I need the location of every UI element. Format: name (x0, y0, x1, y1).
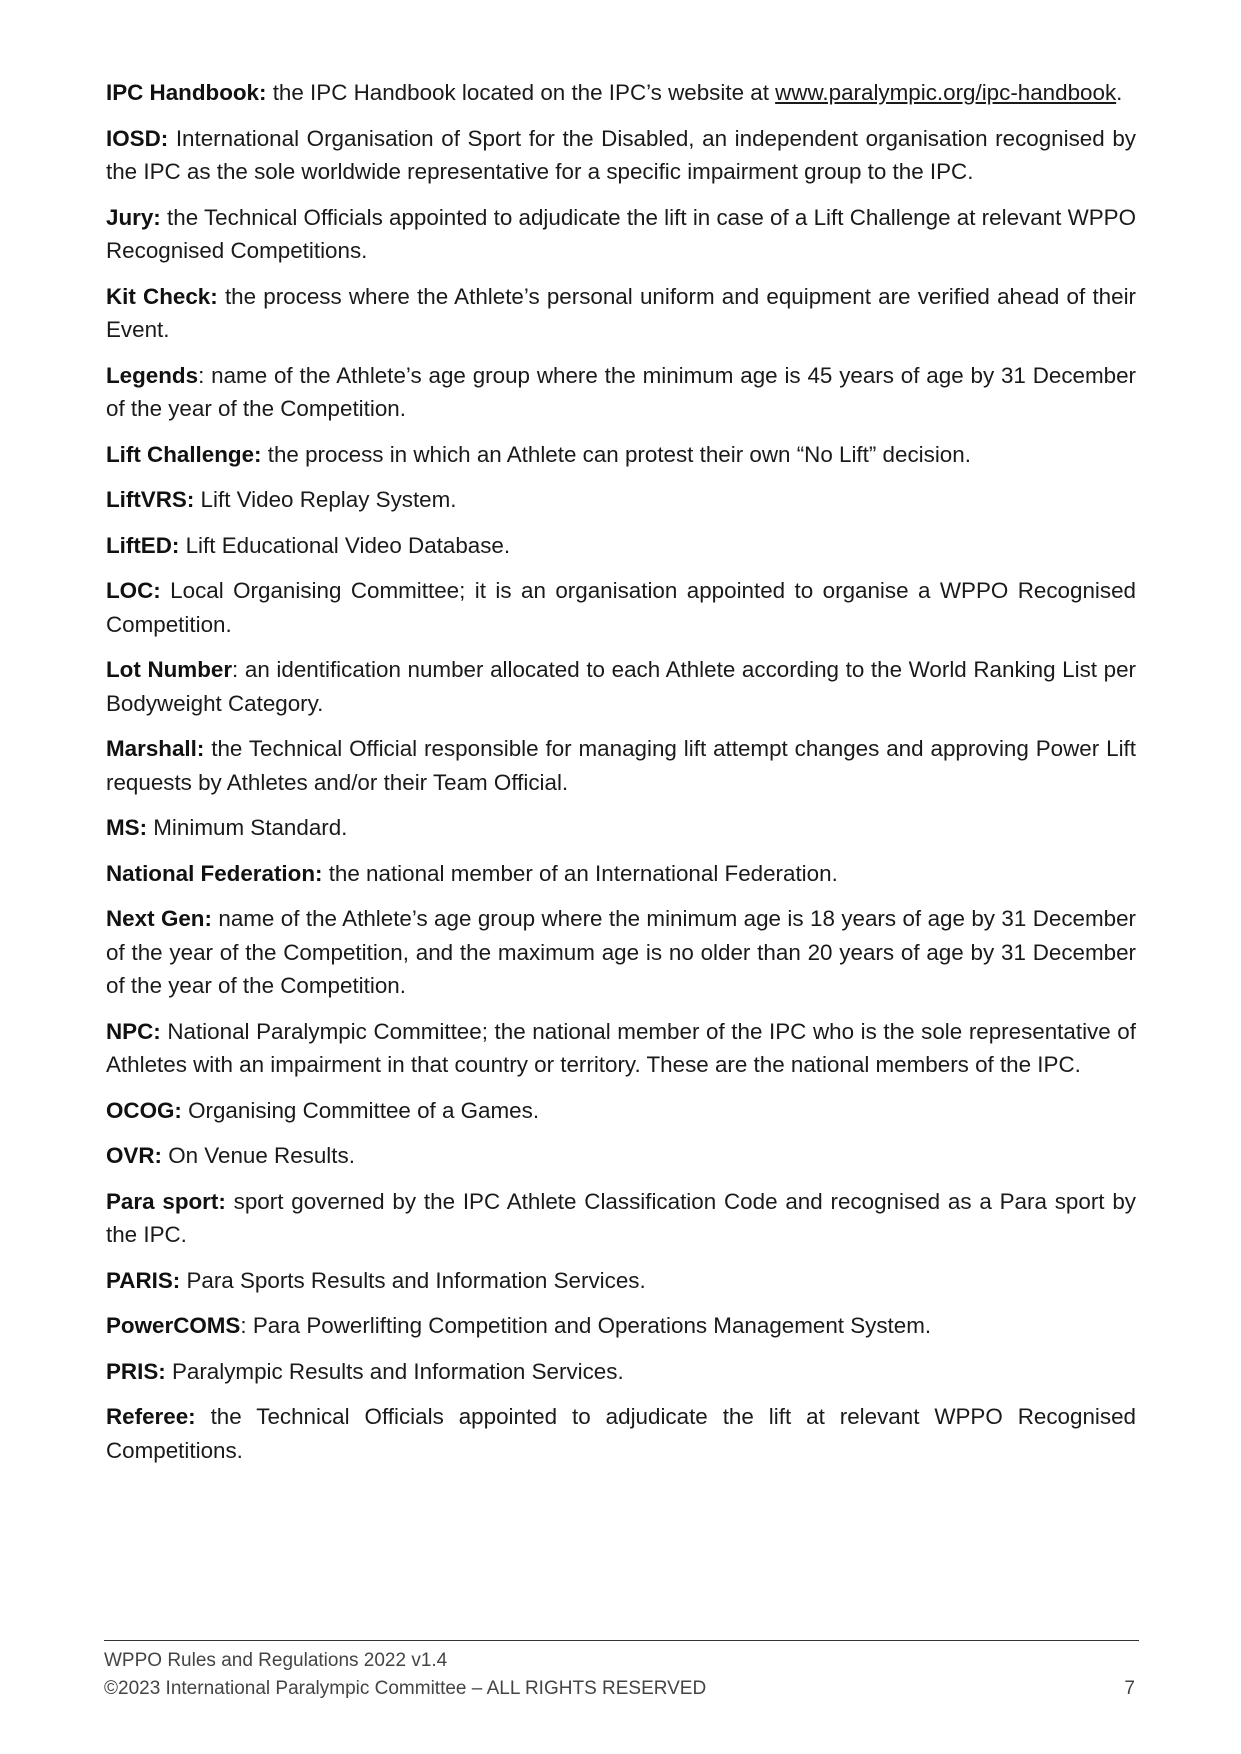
glossary-entry-referee (106, 1400, 1136, 1467)
term: LiftVRS: (106, 487, 195, 512)
definition: the process where the Athlete’s personal uniform and equipment are verified ahead of their Event. (106, 283, 1136, 342)
glossary (106, 76, 1136, 1479)
definition: : an identification number allocated to each Athlete according to the World Ranking List per Bodyweight Category. (106, 657, 1136, 716)
definition: the Technical Officials appointed to adjudicate the lift in case of a Lift Challenge at relevant WPPO Recognised Competitions. (106, 204, 1136, 263)
footer-document-title: WPPO Rules and Regulations 2022 v1.4 (104, 1650, 448, 1671)
definition: the Technical Official responsible for managing lift attempt changes and approving Power Lift requests by Athletes and/or their Team Official. (106, 736, 1136, 795)
term: Referee: (106, 1404, 196, 1429)
definition: National Paralympic Committee; the national member of the IPC who is the sole representative of Athletes with an impairment in that country or territory. These are the national members of the IPC. (106, 1018, 1136, 1077)
term: LiftED: (106, 532, 180, 558)
term: Marshall: (106, 736, 205, 761)
definition: name of the Athlete’s age group where the minimum age is 18 years of age by 31 December of the year of the Competition, and the maximum age is no older than 20 years of age by 31 December of the year of the Competition. (106, 906, 1136, 998)
glossary-entry-powercoms (106, 1309, 1136, 1343)
glossary-entry-paris (106, 1264, 1136, 1298)
definition: International Organisation of Sport for the Disabled, an independent organisation recognised by the IPC as the sole worldwide representative for a specific impairment group to the IPC. (106, 125, 1136, 184)
page-footer (104, 1640, 1139, 1703)
term: Para sport: (106, 1188, 226, 1214)
term: PARIS: (106, 1267, 181, 1293)
ipc-handbook-link[interactable]: www.paralympic.org/ipc-handbook (775, 80, 1117, 105)
glossary-entry-lifted (106, 529, 1136, 563)
glossary-entry-npc (106, 1015, 1136, 1082)
glossary-entry-lift-challenge (106, 438, 1136, 472)
definition: : Para Powerlifting Competition and Operations Management System. (240, 1313, 932, 1338)
term: National Federation: (106, 860, 323, 886)
glossary-entry-loc (106, 574, 1136, 641)
term: IOSD: (106, 125, 169, 151)
term: OCOG: (106, 1097, 182, 1123)
page-number: 7 (1124, 1678, 1135, 1699)
term: NPC: (106, 1018, 161, 1044)
glossary-entry-jury (106, 201, 1136, 268)
definition: Minimum Standard. (153, 815, 348, 840)
glossary-entry-legends (106, 359, 1136, 426)
term: IPC Handbook: (106, 80, 267, 105)
term: Lot Number (106, 657, 233, 682)
term: PowerCOMS (106, 1313, 241, 1338)
glossary-entry-kit-check (106, 280, 1136, 347)
definition: the process in which an Athlete can protest their own “No Lift” decision. (267, 441, 971, 467)
term: OVR: (106, 1143, 162, 1168)
definition: sport governed by the IPC Athlete Classification Code and recognised as a Para sport by the IPC. (106, 1188, 1136, 1247)
definition: On Venue Results. (168, 1143, 355, 1168)
glossary-entry-ovr (106, 1139, 1136, 1173)
definition: Organising Committee of a Games. (188, 1097, 540, 1123)
glossary-entry-liftvrs (106, 483, 1136, 517)
definition: Lift Educational Video Database. (185, 532, 511, 558)
definition: : name of the Athlete’s age group where the minimum age is 45 years of age by 31 December of the year of the Competition. (106, 362, 1136, 421)
term: PRIS: (106, 1358, 166, 1384)
definition: Para Sports Results and Information Services. (186, 1267, 646, 1293)
glossary-entry-marshall (106, 732, 1136, 799)
term: Kit Check: (106, 283, 218, 309)
footer-copyright: ©2023 International Paralympic Committee – ALL RIGHTS RESERVED (104, 1678, 707, 1699)
glossary-entry-pris (106, 1355, 1136, 1389)
glossary-entry-iosd (106, 122, 1136, 189)
glossary-entry-lot-number (106, 653, 1136, 720)
definition: Local Organising Committee; it is an organisation appointed to organise a WPPO Recognised Competition. (106, 578, 1136, 637)
glossary-entry-ms (106, 811, 1136, 845)
glossary-entry-ipc-handbook (106, 76, 1136, 110)
term: Jury: (106, 204, 161, 230)
glossary-entry-next-gen (106, 902, 1136, 1003)
definition: Lift Video Replay System. (200, 487, 457, 512)
glossary-entry-ocog (106, 1094, 1136, 1128)
definition: the national member of an International Federation. (328, 860, 838, 886)
definition: the Technical Officials appointed to adjudicate the lift at relevant WPPO Recognised Competitions. (106, 1404, 1136, 1463)
glossary-entry-national-federation (106, 857, 1136, 891)
term: Lift Challenge: (106, 441, 262, 467)
footer-row (104, 1675, 1139, 1703)
term: LOC: (106, 578, 161, 603)
term: Next Gen: (106, 906, 212, 931)
definition: the IPC Handbook located on the IPC’s website at www.paralympic.org/ipc-handbook. (272, 80, 1123, 105)
term: Legends (106, 362, 199, 388)
term: MS: (106, 815, 148, 840)
definition: Paralympic Results and Information Services. (171, 1358, 624, 1384)
glossary-entry-para-sport (106, 1185, 1136, 1252)
